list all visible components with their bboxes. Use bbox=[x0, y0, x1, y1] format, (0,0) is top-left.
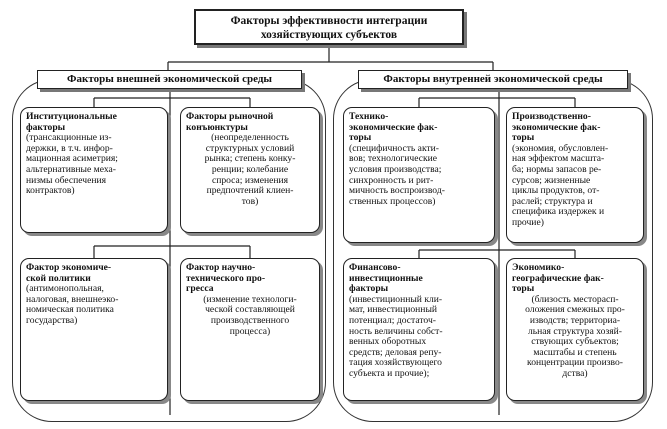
card-body: (антимонопольная, налоговая, внешнеэко- номическая политика государства) bbox=[26, 283, 119, 326]
card-heading: Финансово- инвестиционные факторы bbox=[349, 262, 423, 295]
diagram-title-line1: Факторы эффективности интеграции bbox=[230, 15, 428, 27]
diagram-title-line2: хозяйствующих субъектов bbox=[260, 29, 398, 41]
card-heading: Фактор научно- технического про- гресса bbox=[186, 262, 266, 295]
internal-factors-header: Факторы внутренней экономической среды bbox=[358, 70, 628, 89]
card-body: (близость месторасп- оложения смежных про- изводств; территориа- льная структура хозяй- ствующих субъектов; масштабы и степень концентрации произво- дства) bbox=[525, 293, 625, 379]
card-body: (трансакционные из- держки, в т.ч. инфор- мационная асиметрия; альтернативные меха- низмы обеспечения контрактов) bbox=[26, 132, 118, 197]
card-body: (специфичность акти- вов; технологические условия производства; синхронность и рит- мичность воспроизвод- ственных процессов) bbox=[349, 142, 445, 207]
card-heading: Фактор экономиче- ской политики bbox=[26, 262, 112, 284]
card-heading: Технико- экономические фак- торы bbox=[349, 111, 438, 144]
card-body: (инвестиционный кли- мат, инвестиционный потенциал; достаточ- ность величины собст- венных оборотных средств; деловая репу- тация хозяйствующего субъекта и прочие); bbox=[349, 293, 443, 379]
card-heading: Факторы рыночной конъюнктуры bbox=[186, 111, 274, 133]
card-institutional-factors bbox=[20, 107, 168, 233]
card-body: (неопределенность структурных условий рынка; степень конку- ренции; колебание спроса; изменения предпочтений клиен- тов) bbox=[204, 132, 296, 207]
card-body: (изменение технологи- ческой составляющей производственного процесса) bbox=[203, 293, 297, 337]
external-factors-header: Факторы внешней экономической среды bbox=[37, 70, 302, 89]
card-body: (экономия, обусловлен- ная эффектом масшта- ба; нормы запасов ре- сурсов; жизненные циклы продуктов, от- раслей; структура и специфика издержек и прочие) bbox=[512, 142, 609, 228]
card-heading: Производственно- экономические фак- торы bbox=[512, 111, 601, 144]
card-market-factors bbox=[180, 107, 320, 233]
card-economic-geographic-factors bbox=[506, 258, 644, 401]
card-financial-investment-factors bbox=[343, 258, 495, 401]
card-heading: Институциональные факторы bbox=[26, 111, 117, 133]
card-economic-policy-factor bbox=[20, 258, 168, 401]
card-production-economic-factors bbox=[506, 107, 644, 243]
card-scientific-technical-factor bbox=[180, 258, 320, 401]
diagram-title-box bbox=[194, 9, 464, 45]
card-heading: Экономико- географические фак- торы bbox=[512, 262, 604, 295]
card-technical-economic-factors bbox=[343, 107, 495, 243]
